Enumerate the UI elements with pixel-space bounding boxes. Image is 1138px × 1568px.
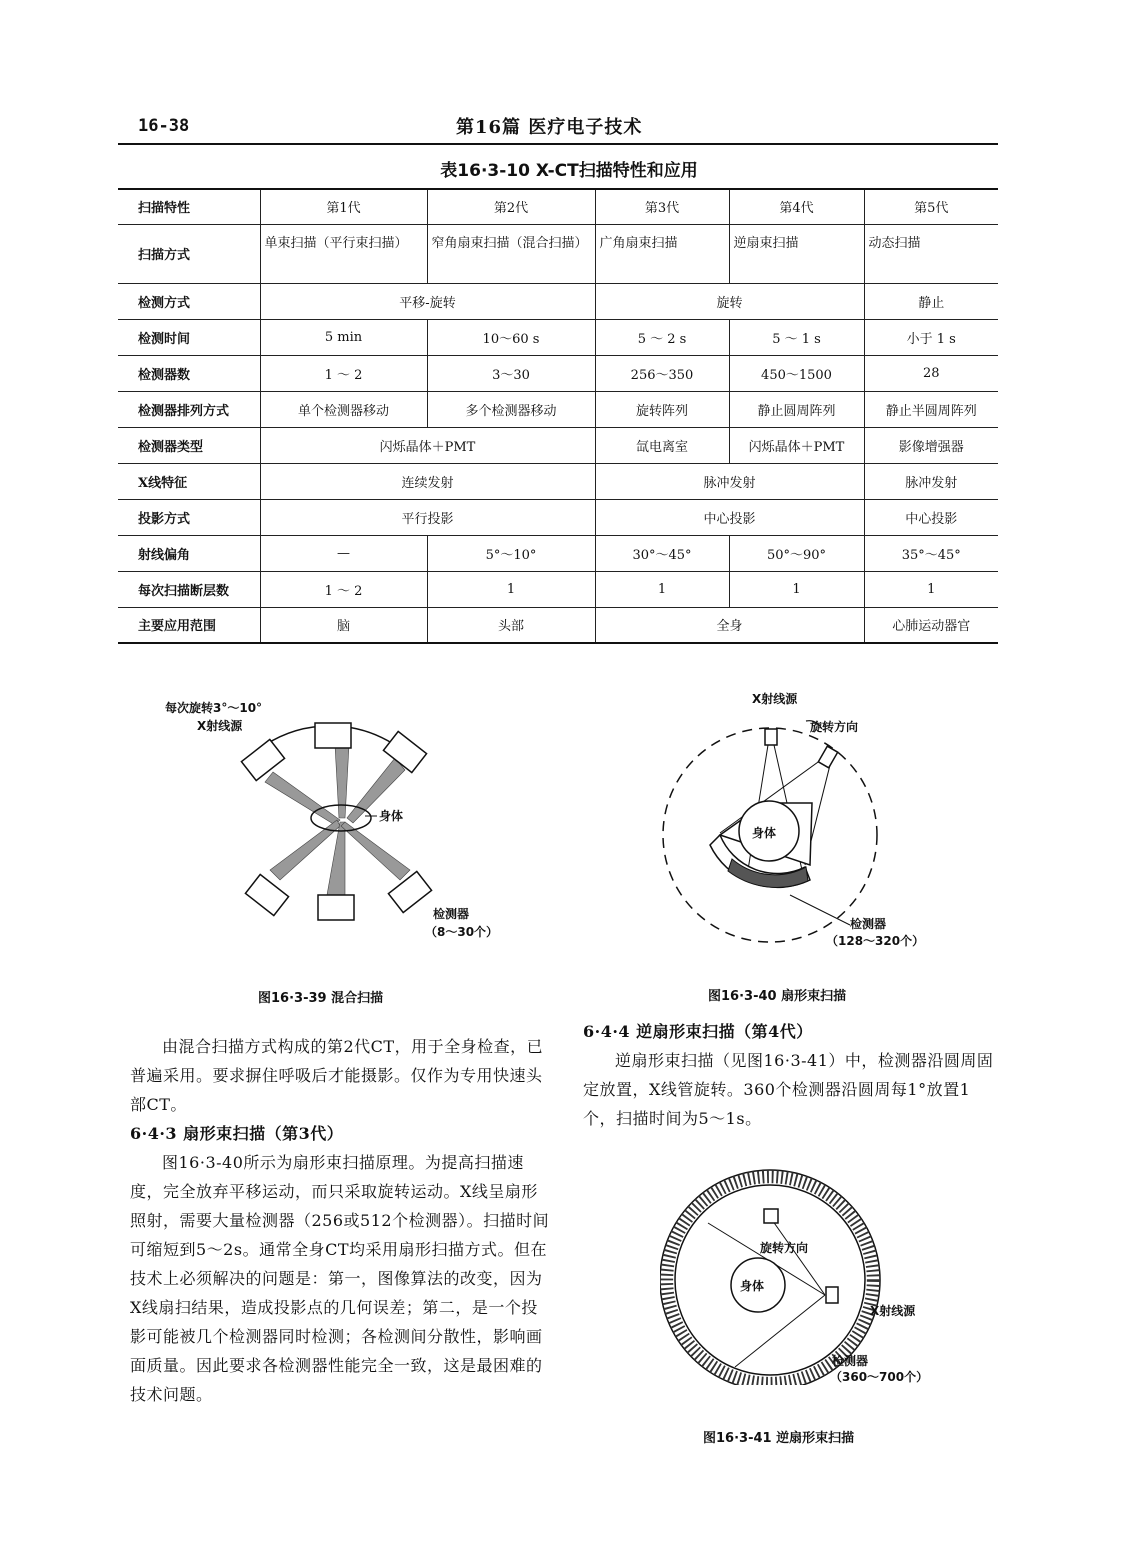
paragraph: 逆扇形束扫描（见图16·3-41）中，检测器沿圆周固定放置，X线管旋转。360个检测器沿圆周每1°放置1个，扫描时间为5～1s。 [583, 1051, 994, 1128]
table-row [118, 391, 998, 427]
table-cell: 广角扇束扫描 [595, 224, 729, 283]
fig41-direction-label: 旋转方向 [760, 1241, 809, 1255]
table-row [118, 535, 998, 571]
fig40-body-label: 身体 [752, 826, 777, 840]
table-cell: 第5代 [864, 189, 998, 224]
table-cell: 每次扫描断层数 [118, 571, 260, 607]
table-cell: 心肺运动器官 [864, 607, 998, 643]
table-cell: 静止圆周阵列 [729, 391, 864, 427]
table-row [118, 319, 998, 355]
table-row [118, 427, 998, 463]
table-cell: 主要应用范围 [118, 607, 260, 643]
fig39-detector-count-label: （8～30个） [425, 925, 499, 939]
fig41-detector-label: 检测器 [832, 1354, 869, 1368]
table-cell: 脉冲发射 [864, 463, 998, 499]
table-cell: 头部 [427, 607, 595, 643]
ct-spec-table [118, 188, 998, 644]
fig41-caption: 图16·3-41 逆扇形束扫描 [703, 1431, 855, 1446]
chapter-title: 第16篇 医疗电子技术 [456, 117, 643, 138]
table-cell: 5 min [260, 319, 427, 355]
table-cell: 窄角扇束扫描（混合扫描） [427, 224, 595, 283]
table-cell: 扫描方式 [118, 224, 260, 283]
table-cell: 30°～45° [595, 535, 729, 571]
fig39-source-label: X射线源 [197, 719, 243, 733]
fig40-detector-label: 检测器 [850, 917, 887, 931]
right-text-column [583, 1017, 1003, 1133]
table-cell: 256～350 [595, 355, 729, 391]
left-text-column [130, 1032, 550, 1409]
table-cell: 3～30 [427, 355, 595, 391]
table-row [118, 283, 998, 319]
table-cell: — [260, 535, 427, 571]
table-cell: 1 [427, 571, 595, 607]
table-cell: 5 ～ 2 s [595, 319, 729, 355]
table-cell: 静止半圆周阵列 [864, 391, 998, 427]
table-cell: 检测器排列方式 [118, 391, 260, 427]
table-cell: 28 [864, 355, 998, 391]
table-cell: 平移-旋转 [260, 283, 595, 319]
table-cell: 检测方式 [118, 283, 260, 319]
table-cell: 35°～45° [864, 535, 998, 571]
table-cell: 第4代 [729, 189, 864, 224]
fig39-caption: 图16·3-39 混合扫描 [258, 991, 384, 1006]
table-cell: 多个检测器移动 [427, 391, 595, 427]
fig39-rotation-label: 每次旋转3°～10° [165, 701, 263, 715]
table-cell: X线特征 [118, 463, 260, 499]
table-cell: 逆扇束扫描 [729, 224, 864, 283]
figure-inverse-fan-scan [660, 1155, 960, 1385]
fig39-body-label: 身体 [379, 809, 404, 823]
table-cell: 脑 [260, 607, 427, 643]
table-cell: 1 ～ 2 [260, 355, 427, 391]
table-cell: 闪烁晶体＋PMT [260, 427, 595, 463]
table-cell: 中心投影 [595, 499, 864, 535]
table-cell: 1 [864, 571, 998, 607]
table-cell: 中心投影 [864, 499, 998, 535]
table-cell: 第1代 [260, 189, 427, 224]
table-cell: 脉冲发射 [595, 463, 864, 499]
table-cell: 小于 1 s [864, 319, 998, 355]
table-cell: 1 ～ 2 [260, 571, 427, 607]
fig40-detector-count-label: （128～320个） [826, 934, 925, 948]
page-number: 16-38 [138, 116, 190, 136]
table-cell: 检测器类型 [118, 427, 260, 463]
table-row [118, 224, 998, 283]
table-cell: 第2代 [427, 189, 595, 224]
fig41-source-label: X射线源 [870, 1304, 916, 1318]
table-cell: 5 ～ 1 s [729, 319, 864, 355]
table-cell: 扫描特性 [138, 201, 191, 217]
table-cell: 投影方式 [118, 499, 260, 535]
table-cell: 5°～10° [427, 535, 595, 571]
fig40-direction-label: 旋转方向 [810, 720, 859, 734]
table-cell: 单个检测器移动 [260, 391, 427, 427]
paragraph: 图16·3-40所示为扇形束扫描原理。为提高扫描速度，完全放弃平移运动，而只采取旋转运动。X线呈扇形照射，需要大量检测器（256或512个检测器）。扫描时间可缩短到5～2s。通常全身CT均采用扇形扫描方式。但在技术上必须解决的问题是：第一，图像算法的改变，因为X线扇扫结果，造成投影点的几何误差；第二，是一个投影可能被几个检测器同时检测；各检测间分散性，影响画面质量。因此要求各检测器性能完全一致，这是最困难的技术问题。 [130, 1153, 550, 1404]
section-heading: 6·4·4 逆扇形束扫描（第4代） [583, 1022, 813, 1041]
table-row [118, 463, 998, 499]
figure-fan-beam-scan [640, 685, 940, 955]
table-cell: 旋转 [595, 283, 864, 319]
table-cell: 氙电离室 [595, 427, 729, 463]
table-cell: 动态扫描 [864, 224, 998, 283]
fig41-body-label: 身体 [740, 1279, 765, 1293]
table-header-row [118, 189, 998, 224]
table-row [118, 499, 998, 535]
table-cell: 闪烁晶体＋PMT [729, 427, 864, 463]
section-heading: 6·4·3 扇形束扫描（第3代） [130, 1124, 344, 1143]
table-cell: 1 [595, 571, 729, 607]
table-cell: 第3代 [595, 189, 729, 224]
table-cell: 静止 [864, 283, 998, 319]
table-cell: 50°～90° [729, 535, 864, 571]
figure-hybrid-scan [155, 690, 535, 950]
table-row [118, 355, 998, 391]
fig39-detector-label: 检测器 [433, 907, 470, 921]
table-cell: 单束扫描（平行束扫描） [260, 224, 427, 283]
table-cell: 检测器数 [118, 355, 260, 391]
table-cell: 10～60 s [427, 319, 595, 355]
table-title: 表16·3-10 X-CT扫描特性和应用 [440, 161, 698, 181]
table-cell: 射线偏角 [118, 535, 260, 571]
table-cell: 1 [729, 571, 864, 607]
table-cell: 平行投影 [260, 499, 595, 535]
table-cell: 450～1500 [729, 355, 864, 391]
table-row [118, 571, 998, 607]
paragraph: 由混合扫描方式构成的第2代CT，用于全身检查，已普遍采用。要求摒住呼吸后才能摄影。仅作为专用快速头部CT。 [130, 1037, 544, 1114]
table-cell: 连续发射 [260, 463, 595, 499]
table-row [118, 607, 998, 643]
fig40-source-label: X射线源 [752, 692, 798, 706]
fig41-detector-count-label: （360～700个） [830, 1370, 929, 1384]
table-cell: 影像增强器 [864, 427, 998, 463]
fig40-caption: 图16·3-40 扇形束扫描 [708, 989, 847, 1004]
table-cell: 全身 [595, 607, 864, 643]
header-rule [118, 143, 998, 145]
table-cell: 旋转阵列 [595, 391, 729, 427]
table-cell: 检测时间 [118, 319, 260, 355]
